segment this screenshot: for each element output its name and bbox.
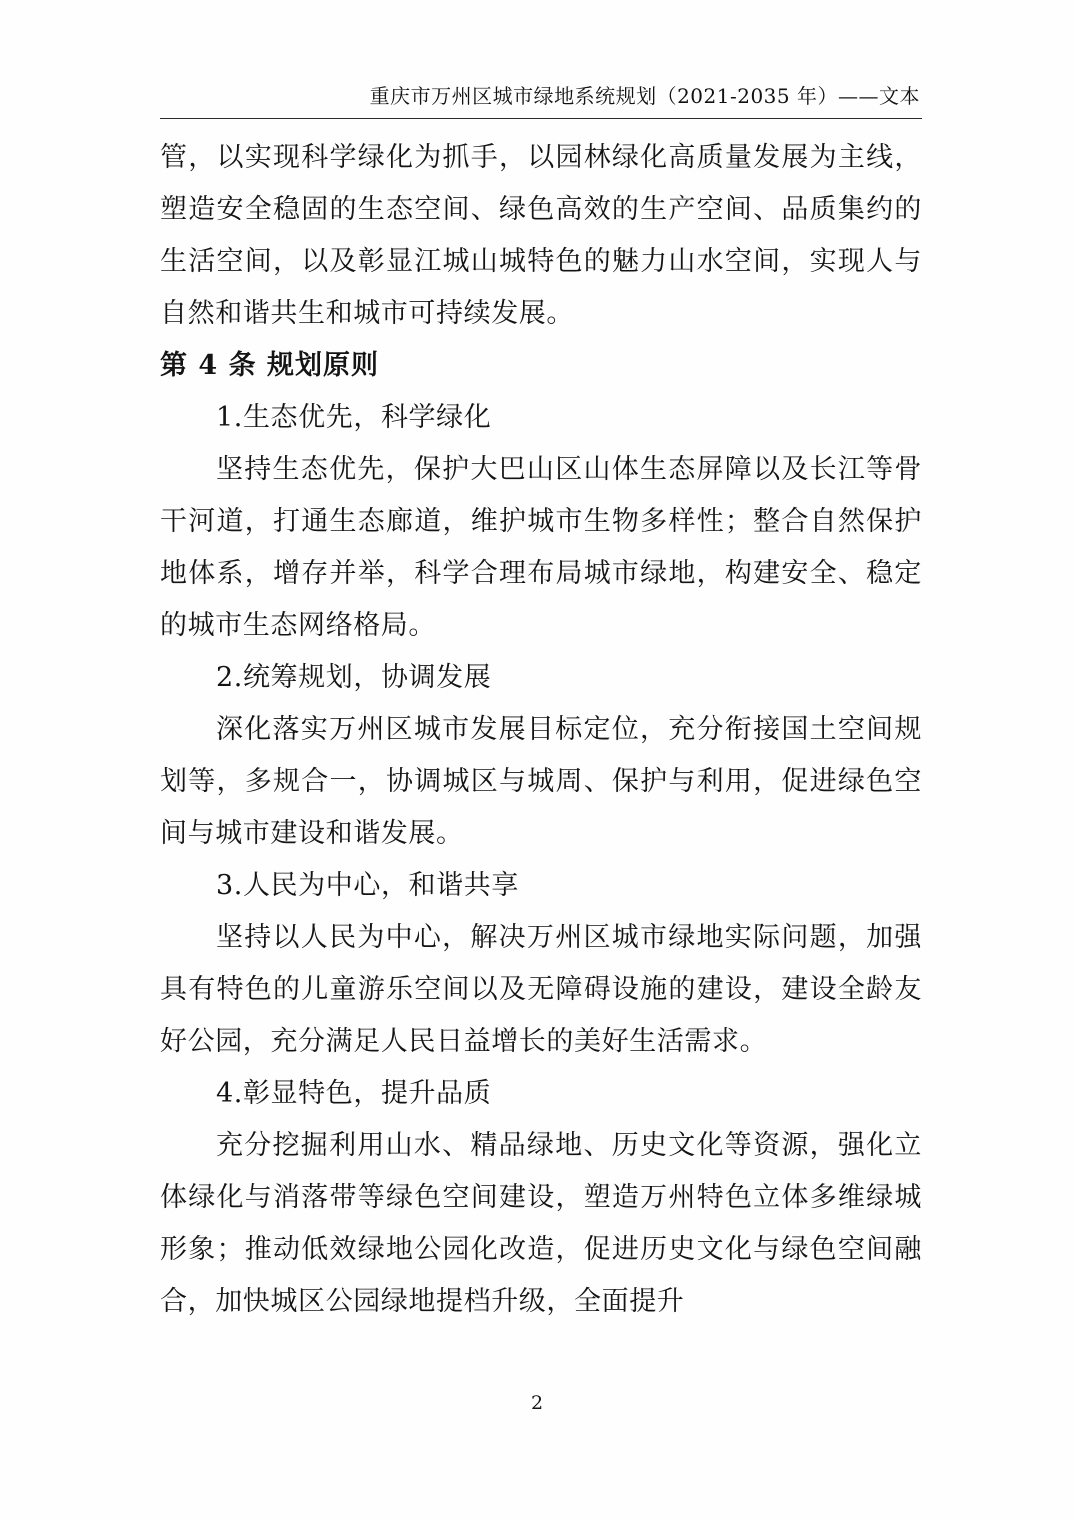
subheading-principle-1: 1.生态优先，科学绿化: [216, 402, 492, 433]
document-body: [160, 132, 922, 1328]
page-header: 重庆市万州区城市绿地系统规划（2021-2035 年）——文本: [369, 84, 920, 108]
subheading-principle-2: 2.统筹规划，协调发展: [216, 662, 492, 693]
subheading-principle-3: 3.人民为中心，和谐共享: [216, 870, 519, 901]
heading-article-4: 第 4 条 规划原则: [160, 350, 379, 381]
page-number: 2: [530, 1392, 544, 1414]
paragraph-principle-1: 坚持生态优先，保护大巴山区山体生态屏障以及长江等骨干河道，打通生态廊道，维护城市生物多样性；整合自然保护地体系，增存并举，科学合理布局城市绿地，构建安全、稳定的城市生态网络格局。: [160, 454, 922, 641]
header-divider: [160, 118, 922, 119]
subheading-principle-4: 4.彰显特色，提升品质: [216, 1078, 492, 1109]
paragraph-principle-3: 坚持以人民为中心，解决万州区城市绿地实际问题，加强具有特色的儿童游乐空间以及无障碍设施的建设，建设全龄友好公园，充分满足人民日益增长的美好生活需求。: [160, 922, 922, 1057]
paragraph-principle-2: 深化落实万州区城市发展目标定位，充分衔接国土空间规划等，多规合一，协调城区与城周、保护与利用，促进绿色空间与城市建设和谐发展。: [160, 714, 922, 849]
paragraph-principle-4: 充分挖掘利用山水、精品绿地、历史文化等资源，强化立体绿化与消落带等绿色空间建设，塑造万州特色立体多维绿城形象；推动低效绿地公园化改造，促进历史文化与绿色空间融合，加快城区公园绿地提档升级，全面提升: [160, 1130, 922, 1317]
paragraph-continued: 管，以实现科学绿化为抓手，以园林绿化高质量发展为主线，塑造安全稳固的生态空间、绿色高效的生产空间、品质集约的生活空间，以及彰显江城山城特色的魅力山水空间，实现人与自然和谐共生和城市可持续发展。: [160, 142, 922, 329]
